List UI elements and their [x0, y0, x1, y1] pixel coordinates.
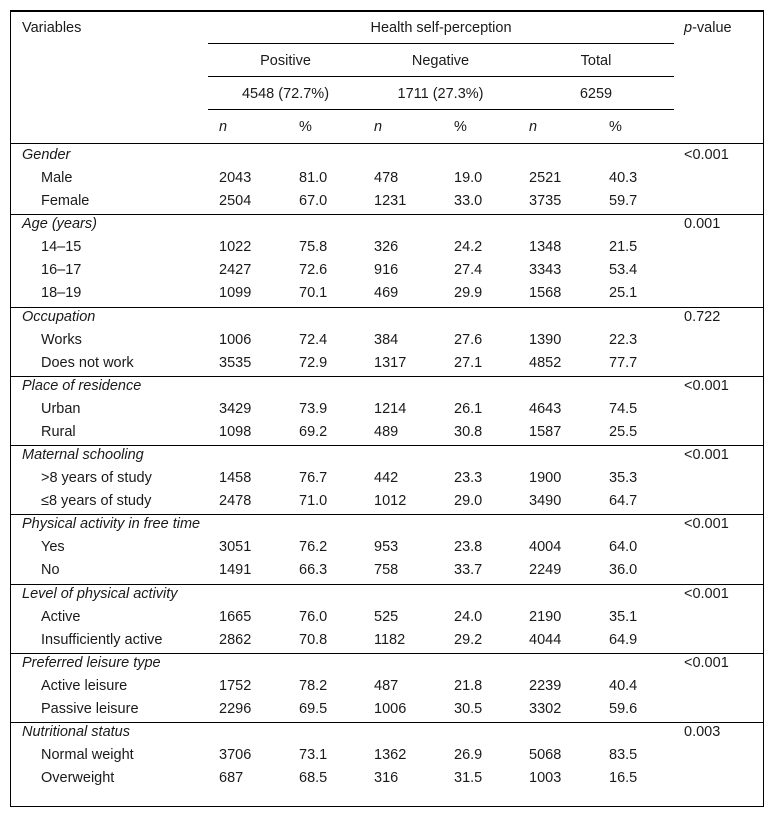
positive-pct-cell: 70.8	[299, 632, 328, 648]
negative-n-cell: 1006	[374, 701, 407, 717]
total-pct-cell: 53.4	[609, 262, 638, 278]
negative-n-cell: 1317	[374, 355, 407, 371]
section-title: Gender	[22, 147, 71, 163]
total-pct-cell: 25.1	[609, 285, 638, 301]
negative-pct-cell: 19.0	[454, 170, 483, 186]
section-title: Age (years)	[22, 216, 97, 232]
positive-n-cell: 3429	[219, 401, 252, 417]
positive-n-label: n	[219, 119, 228, 135]
negative-n-cell: 1214	[374, 401, 407, 417]
section-title: Occupation	[22, 309, 96, 325]
subheader-rule	[208, 76, 674, 77]
row-label: Rural	[41, 424, 76, 440]
positive-n-cell: 2427	[219, 262, 252, 278]
total-n-cell: 1587	[529, 424, 562, 440]
negative-pct-cell: 27.6	[454, 332, 483, 348]
table-left-border	[10, 10, 11, 807]
negative-pct-cell: 27.1	[454, 355, 483, 371]
total-n-cell: 3302	[529, 701, 562, 717]
negative-pct-cell: 29.2	[454, 632, 483, 648]
table-right-border	[763, 10, 764, 807]
group-header-rule	[208, 43, 674, 44]
total-n-cell: 2190	[529, 609, 562, 625]
positive-pct-cell: 68.5	[299, 770, 328, 786]
total-pct-cell: 77.7	[609, 355, 638, 371]
negative-pct-cell: 21.8	[454, 678, 483, 694]
positive-pct-cell: 67.0	[299, 193, 328, 209]
total-pct-cell: 64.0	[609, 539, 638, 555]
table-top-border	[10, 10, 764, 12]
negative-pct-cell: 33.7	[454, 562, 483, 578]
total-pct-cell: 59.6	[609, 701, 638, 717]
total-pct-cell: 74.5	[609, 401, 638, 417]
positive-n-cell: 3706	[219, 747, 252, 763]
positive-n-cell: 2043	[219, 170, 252, 186]
negative-n-cell: 1231	[374, 193, 407, 209]
total-pct-cell: 40.4	[609, 678, 638, 694]
table-bottom-border	[10, 806, 764, 807]
total-pct-cell: 35.1	[609, 609, 638, 625]
positive-pct-cell: 73.1	[299, 747, 328, 763]
total-pct-cell: 21.5	[609, 239, 638, 255]
section-pvalue: 0.001	[684, 216, 721, 232]
positive-pct-cell: 69.5	[299, 701, 328, 717]
negative-n-cell: 316	[374, 770, 399, 786]
negative-n-cell: 384	[374, 332, 399, 348]
negative-n-cell: 489	[374, 424, 399, 440]
total-pct-cell: 64.7	[609, 493, 638, 509]
row-label: No	[41, 562, 60, 578]
row-label: Normal weight	[41, 747, 134, 763]
positive-pct-cell: 70.1	[299, 285, 328, 301]
negative-pct-cell: 26.9	[454, 747, 483, 763]
section-title: Preferred leisure type	[22, 655, 161, 671]
positive-pct-cell: 66.3	[299, 562, 328, 578]
negative-n-cell: 525	[374, 609, 399, 625]
positive-pct-cell: 76.2	[299, 539, 328, 555]
negative-n-cell: 953	[374, 539, 399, 555]
total-n-cell: 3735	[529, 193, 562, 209]
row-label: Works	[41, 332, 82, 348]
negative-header: Negative	[411, 53, 470, 69]
header-bottom-rule	[10, 143, 764, 144]
positive-pct-cell: 76.7	[299, 470, 328, 486]
positive-n-cell: 2296	[219, 701, 252, 717]
total-pct-cell: 40.3	[609, 170, 638, 186]
total-pct-cell: 22.3	[609, 332, 638, 348]
total-n-cell: 1900	[529, 470, 562, 486]
positive-n-cell: 687	[219, 770, 244, 786]
positive-n-cell: 1098	[219, 424, 252, 440]
total-n-cell: 4044	[529, 632, 562, 648]
total-pct-cell: 25.5	[609, 424, 638, 440]
total-n-cell: 2239	[529, 678, 562, 694]
negative-pct-cell: 27.4	[454, 262, 483, 278]
section-title: Level of physical activity	[22, 586, 178, 602]
section-pvalue: <0.001	[684, 447, 729, 463]
total-n-cell: 1348	[529, 239, 562, 255]
section-title: Physical activity in free time	[22, 516, 201, 532]
total-n-cell: 1390	[529, 332, 562, 348]
section-pvalue: 0.722	[684, 309, 721, 325]
section-title: Nutritional status	[22, 724, 130, 740]
row-label: Female	[41, 193, 90, 209]
section-pvalue: <0.001	[684, 147, 729, 163]
negative-n-cell: 469	[374, 285, 399, 301]
positive-n-cell: 2504	[219, 193, 252, 209]
negative-pct-cell: 26.1	[454, 401, 483, 417]
total-n-cell: 1568	[529, 285, 562, 301]
positive-n-cell: 1665	[219, 609, 252, 625]
positive-pct-cell: 73.9	[299, 401, 328, 417]
negative-n-cell: 442	[374, 470, 399, 486]
total-pct-cell: 36.0	[609, 562, 638, 578]
positive-n-cell: 2478	[219, 493, 252, 509]
negative-pct-cell: 23.8	[454, 539, 483, 555]
negative-n-cell: 916	[374, 262, 399, 278]
variables-header: Variables	[22, 20, 82, 36]
negative-n-cell: 487	[374, 678, 399, 694]
negative-pct-cell: 24.0	[454, 609, 483, 625]
positive-n-cell: 1752	[219, 678, 252, 694]
row-label: Does not work	[41, 355, 134, 371]
total-n-cell: 3343	[529, 262, 562, 278]
row-label: 16–17	[41, 262, 82, 278]
row-label: Active leisure	[41, 678, 128, 694]
negative-pct-cell: 30.5	[454, 701, 483, 717]
total-n-cell: 2521	[529, 170, 562, 186]
row-label: 14–15	[41, 239, 82, 255]
count-rule	[208, 109, 674, 110]
section-pvalue: <0.001	[684, 378, 729, 394]
negative-pct-label: %	[454, 119, 467, 135]
negative-n-cell: 326	[374, 239, 399, 255]
section-pvalue: <0.001	[684, 516, 729, 532]
row-label: Insufficiently active	[41, 632, 163, 648]
row-label: Active	[41, 609, 81, 625]
negative-n-cell: 478	[374, 170, 399, 186]
total-pct-cell: 83.5	[609, 747, 638, 763]
positive-pct-cell: 72.6	[299, 262, 328, 278]
row-label: ≤8 years of study	[41, 493, 152, 509]
positive-n-cell: 1006	[219, 332, 252, 348]
positive-pct-cell: 72.4	[299, 332, 328, 348]
total-n-label: n	[529, 119, 538, 135]
positive-pct-label: %	[299, 119, 312, 135]
negative-pct-cell: 31.5	[454, 770, 483, 786]
row-label: >8 years of study	[41, 470, 152, 486]
pvalue-header: p-value	[684, 20, 732, 36]
negative-n-cell: 758	[374, 562, 399, 578]
negative-pct-cell: 33.0	[454, 193, 483, 209]
total-n-cell: 2249	[529, 562, 562, 578]
row-label: Overweight	[41, 770, 115, 786]
negative-n-cell: 1012	[374, 493, 407, 509]
positive-pct-cell: 71.0	[299, 493, 328, 509]
total-pct-cell: 16.5	[609, 770, 638, 786]
total-header: Total	[580, 53, 612, 69]
total-pct-cell: 59.7	[609, 193, 638, 209]
total-n-cell: 3490	[529, 493, 562, 509]
positive-header: Positive	[260, 53, 311, 69]
negative-n-label: n	[374, 119, 383, 135]
total-n-cell: 4643	[529, 401, 562, 417]
section-rule	[10, 214, 764, 215]
total-count: 6259	[579, 86, 613, 102]
section-pvalue: <0.001	[684, 655, 729, 671]
section-title: Maternal schooling	[22, 447, 144, 463]
section-pvalue: <0.001	[684, 586, 729, 602]
positive-pct-cell: 78.2	[299, 678, 328, 694]
negative-pct-cell: 29.9	[454, 285, 483, 301]
row-label: 18–19	[41, 285, 82, 301]
positive-pct-cell: 81.0	[299, 170, 328, 186]
row-label: Male	[41, 170, 73, 186]
section-title: Place of residence	[22, 378, 142, 394]
positive-n-cell: 3535	[219, 355, 252, 371]
positive-pct-cell: 69.2	[299, 424, 328, 440]
positive-count: 4548 (72.7%)	[241, 86, 330, 102]
positive-n-cell: 1491	[219, 562, 252, 578]
section-rule	[10, 307, 764, 308]
positive-pct-cell: 72.9	[299, 355, 328, 371]
negative-pct-cell: 29.0	[454, 493, 483, 509]
row-label: Urban	[41, 401, 81, 417]
total-n-cell: 5068	[529, 747, 562, 763]
positive-pct-cell: 76.0	[299, 609, 328, 625]
total-pct-cell: 35.3	[609, 470, 638, 486]
section-pvalue: 0.003	[684, 724, 721, 740]
total-n-cell: 4004	[529, 539, 562, 555]
negative-count: 1711 (27.3%)	[397, 86, 484, 102]
health-self-perception-header: Health self-perception	[370, 20, 512, 36]
positive-n-cell: 3051	[219, 539, 252, 555]
positive-n-cell: 1458	[219, 470, 252, 486]
row-label: Passive leisure	[41, 701, 139, 717]
positive-n-cell: 1099	[219, 285, 252, 301]
positive-n-cell: 1022	[219, 239, 252, 255]
total-n-cell: 4852	[529, 355, 562, 371]
total-pct-label: %	[609, 119, 622, 135]
negative-pct-cell: 30.8	[454, 424, 483, 440]
row-label: Yes	[41, 539, 65, 555]
negative-pct-cell: 24.2	[454, 239, 483, 255]
positive-pct-cell: 75.8	[299, 239, 328, 255]
total-n-cell: 1003	[529, 770, 562, 786]
negative-n-cell: 1182	[374, 632, 406, 648]
negative-pct-cell: 23.3	[454, 470, 483, 486]
positive-n-cell: 2862	[219, 632, 252, 648]
total-pct-cell: 64.9	[609, 632, 638, 648]
negative-n-cell: 1362	[374, 747, 407, 763]
